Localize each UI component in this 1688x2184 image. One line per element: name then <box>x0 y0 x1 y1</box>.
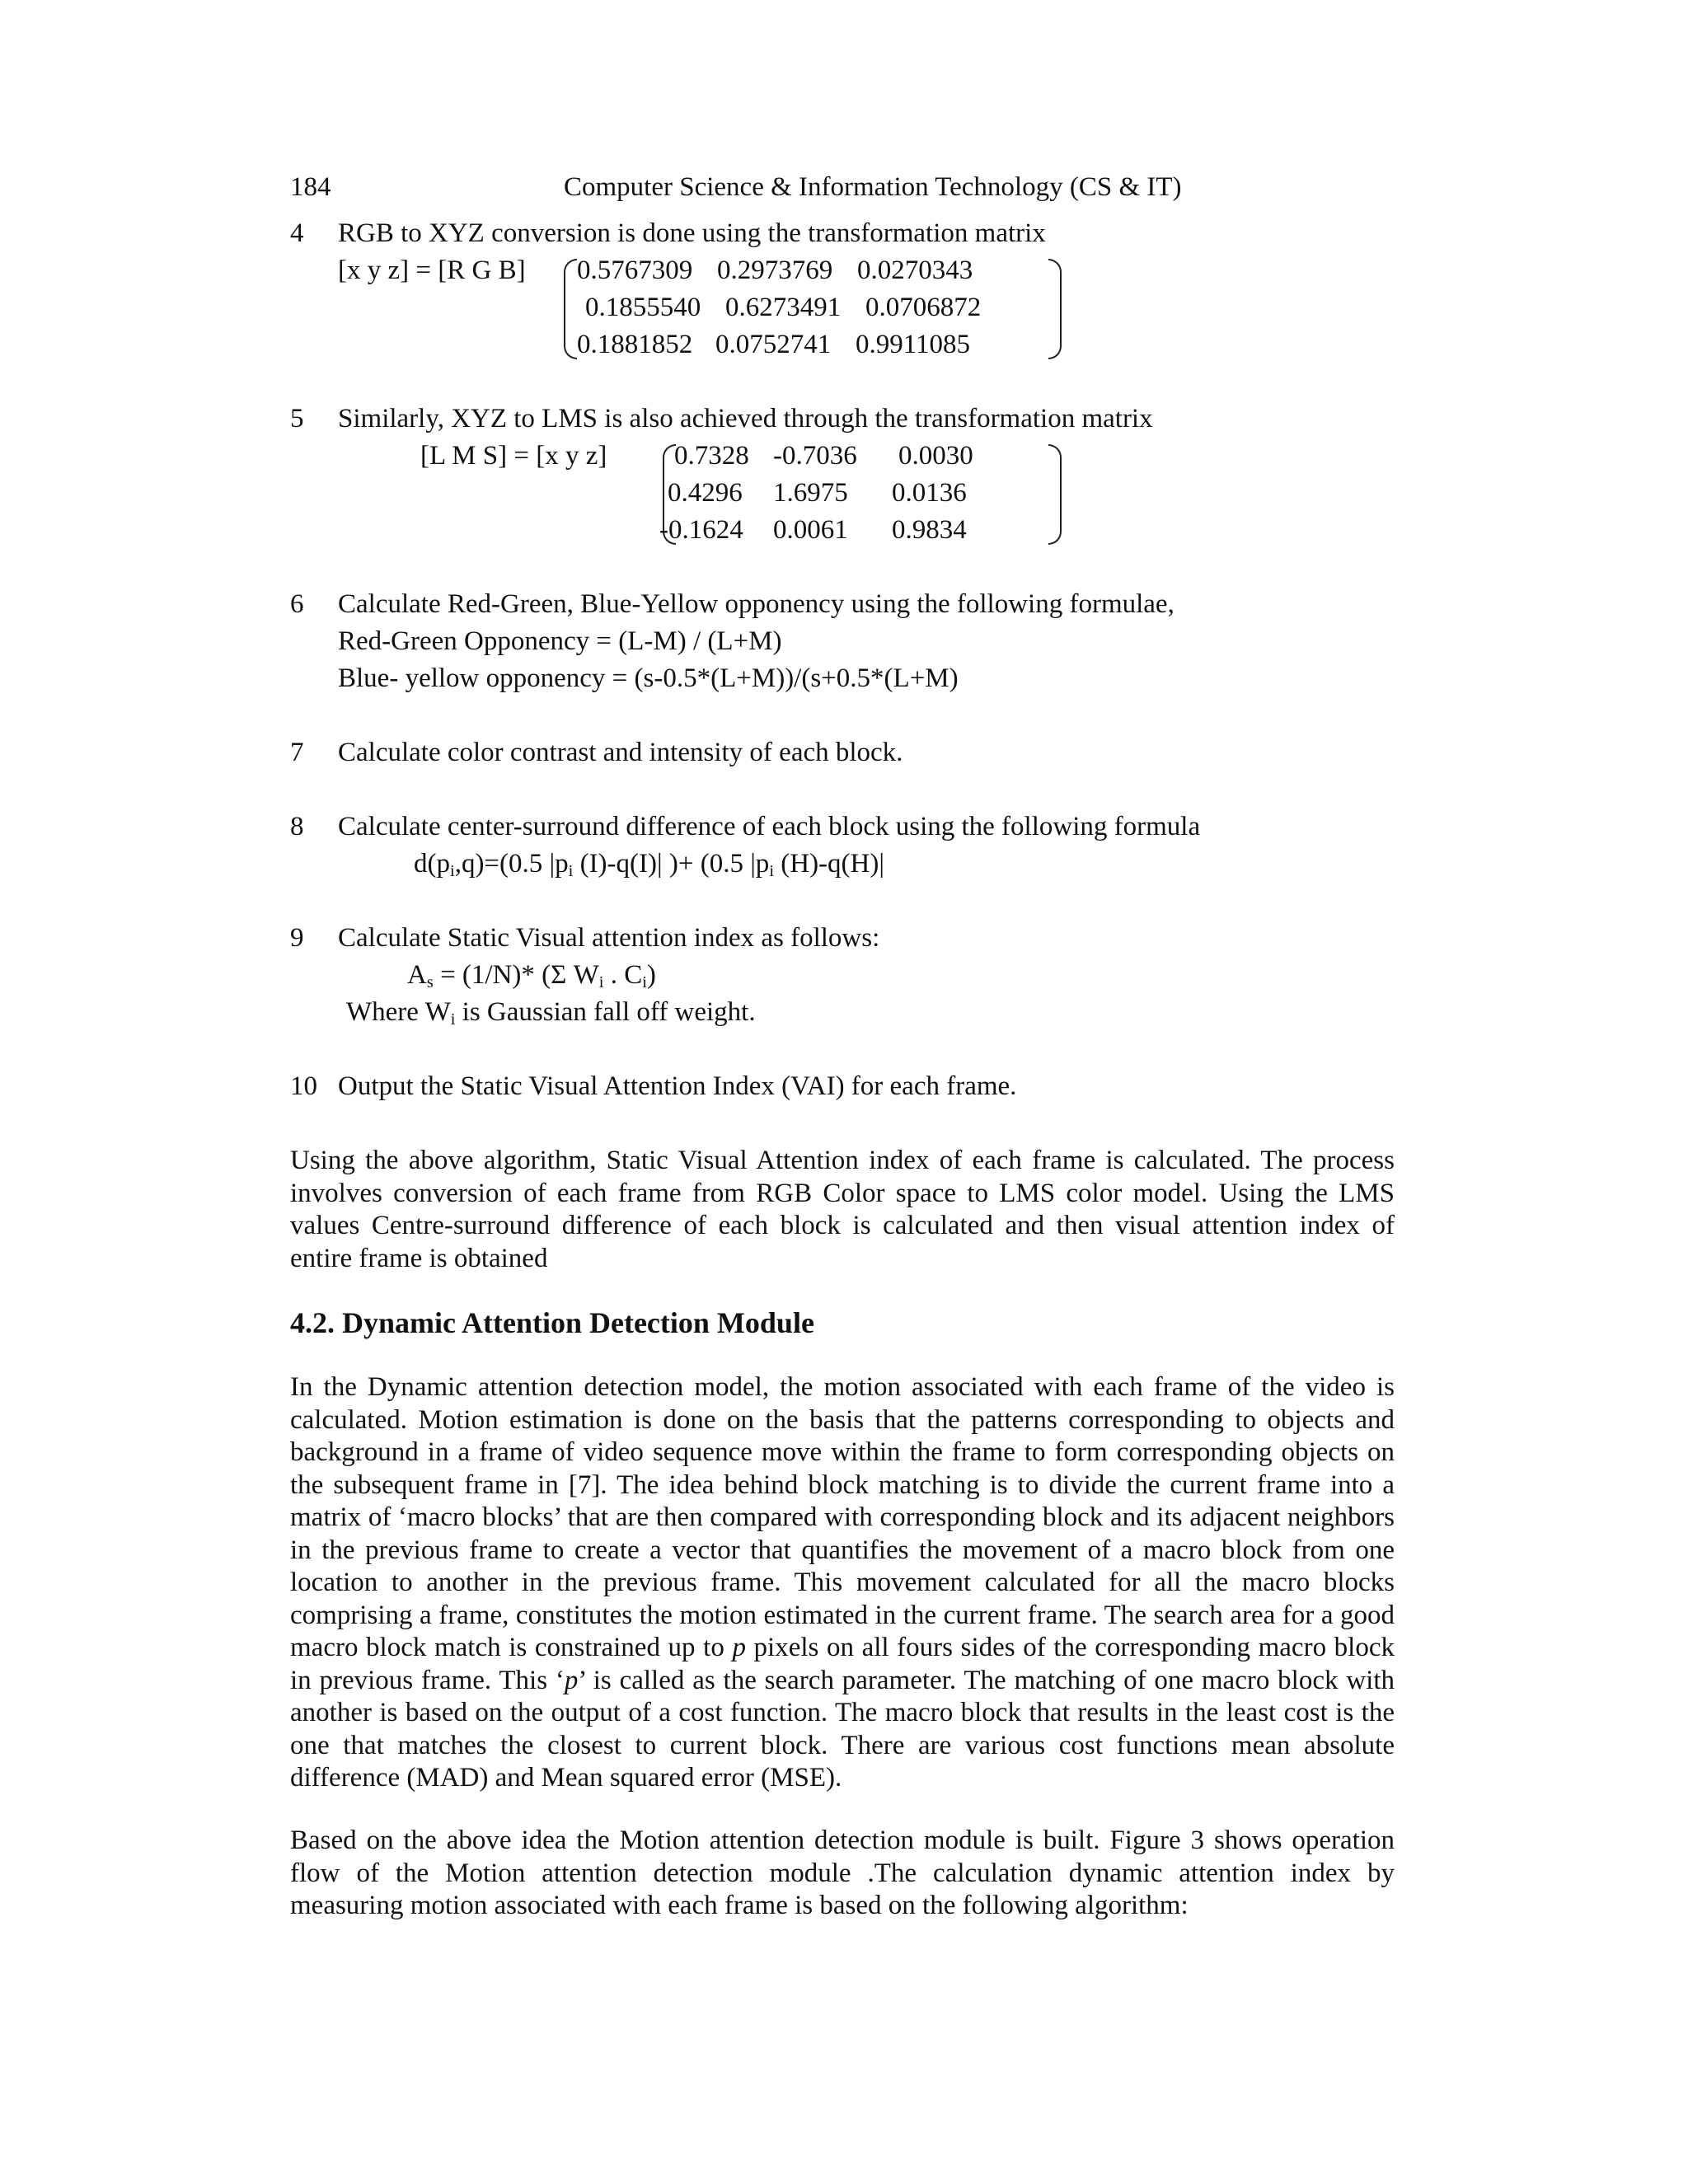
right-bracket <box>1048 444 1062 545</box>
left-bracket <box>564 259 577 359</box>
matrix-lhs: [L M S] = [x y z] <box>420 441 607 471</box>
step-text: RGB to XYZ conversion is done using the transformation matrix <box>338 218 1046 248</box>
matrix-lhs: [x y z] = [R G B] <box>338 255 526 285</box>
matrix-cell: 0.0752741 <box>715 330 832 359</box>
matrix-row <box>659 514 967 547</box>
matrix-cell: 0.6273491 <box>725 293 842 322</box>
matrix-cell: 0.4296 <box>668 478 743 508</box>
step-number: 8 <box>290 812 304 841</box>
step-number: 10 <box>290 1071 317 1101</box>
step-text: Similarly, XYZ to LMS is also achieved through the transformation matrix <box>338 404 1153 434</box>
matrix-row <box>585 292 981 325</box>
red-green-formula: Red-Green Opponency = (L-M) / (L+M) <box>338 626 782 656</box>
step-text: Calculate color contrast and intensity of each block. <box>338 738 903 767</box>
matrix-cell: 0.7328 <box>674 441 749 471</box>
step-text: Calculate Static Visual attention index as follows: <box>338 923 880 953</box>
running-header: Computer Science & Information Technology (CS & IT) <box>564 172 1182 202</box>
attention-index-formula: $A_s = (1/N)*$ (Σ $W_i$ . $C_i$) <box>407 960 656 992</box>
matrix-cell: -0.1624 <box>659 515 743 545</box>
paragraph-motion-module: Based on the above idea the Motion attention detection module is built. Figure 3 shows operation flow of the Motion attention detection module .The calculation dynamic attention index by measuring motion associated with each frame is based on the following algorithm: <box>290 1825 1395 1920</box>
page-number: 184 <box>290 172 331 202</box>
step-number: 6 <box>290 589 304 619</box>
matrix-cell: 0.0030 <box>898 441 973 471</box>
step-text: Output the Static Visual Attention Index (VAI) for each frame. <box>338 1071 1017 1101</box>
center-surround-formula: $d(p_i,q)=(0.5$ $|p_i$ (I)-q(I)| )+ (0.5 $|p_i$ (H)-q(H)| <box>414 849 884 881</box>
step-text: Calculate center-surround difference of each block using the following formula <box>338 812 1201 841</box>
matrix-row <box>674 440 973 473</box>
step-text: Calculate Red-Green, Blue-Yellow opponency using the following formulae, <box>338 589 1175 619</box>
matrix-row <box>668 477 967 510</box>
matrix-cell: 0.0706872 <box>865 293 982 322</box>
paragraph-dynamic-attention: In the Dynamic attention detection model, the motion associated with each frame of the video is calculated. Motion estimation is done on the basis that the patterns corresponding to objects and background in a frame of video sequence move within the frame to form corresponding objects on the subsequent frame in [7]. The idea behind block matching is to divide the current frame into a matrix of ‘macro blocks’ that are then compared with corresponding block and its adjacent neighbors in the previous frame to create a vector that quantifies the movement of a macro block from one location to another in the previous frame. This movement calculated for all the macro blocks comprising a frame, constitutes the motion estimated in the current frame. The search area for a good macro block match is constrained up to p pixels on all fours sides of the corresponding macro block in previous frame. This ‘p’ is called as the search parameter. The matching of one macro block with another is based on the output of a cost function. The macro block that results in the least cost is the one that matches the closest to current block. There are various cost functions mean absolute difference (MAD) and Mean squared error (MSE). <box>290 1372 1395 1793</box>
matrix-cell: 0.0270343 <box>857 255 973 285</box>
matrix-cell: -0.7036 <box>773 441 857 471</box>
matrix-cell: 0.2973769 <box>717 255 833 285</box>
matrix-cell: 0.0136 <box>892 478 967 508</box>
weight-note: Where $W_i$ is Gaussian fall off weight. <box>346 997 756 1029</box>
matrix-cell: 0.9911085 <box>856 330 971 359</box>
step-number: 4 <box>290 218 304 248</box>
matrix-cell: 0.9834 <box>892 515 967 545</box>
matrix-cell: 1.6975 <box>773 478 848 508</box>
paragraph-static-summary: Using the above algorithm, Static Visual Attention index of each frame is calculated. The process involves conversion of each frame from RGB Color space to LMS color model. Using the LMS values Centre-surround difference of each block is calculated and then visual attention index of entire frame is obtained <box>290 1146 1395 1273</box>
step-number: 7 <box>290 738 304 767</box>
matrix-cell: 0.5767309 <box>577 255 693 285</box>
section-heading: 4.2. Dynamic Attention Detection Module <box>290 1306 814 1339</box>
step-number: 9 <box>290 923 304 953</box>
right-bracket <box>1048 259 1062 359</box>
blue-yellow-formula: Blue- yellow opponency = (s-0.5*(L+M))/(s+0.5*(L+M) <box>338 663 959 693</box>
step-number: 5 <box>290 404 304 434</box>
matrix-cell: 0.1855540 <box>585 293 701 322</box>
matrix-row <box>577 255 973 288</box>
matrix-cell: 0.1881852 <box>577 330 693 359</box>
matrix-row <box>577 329 970 362</box>
matrix-cell: 0.0061 <box>773 515 848 545</box>
